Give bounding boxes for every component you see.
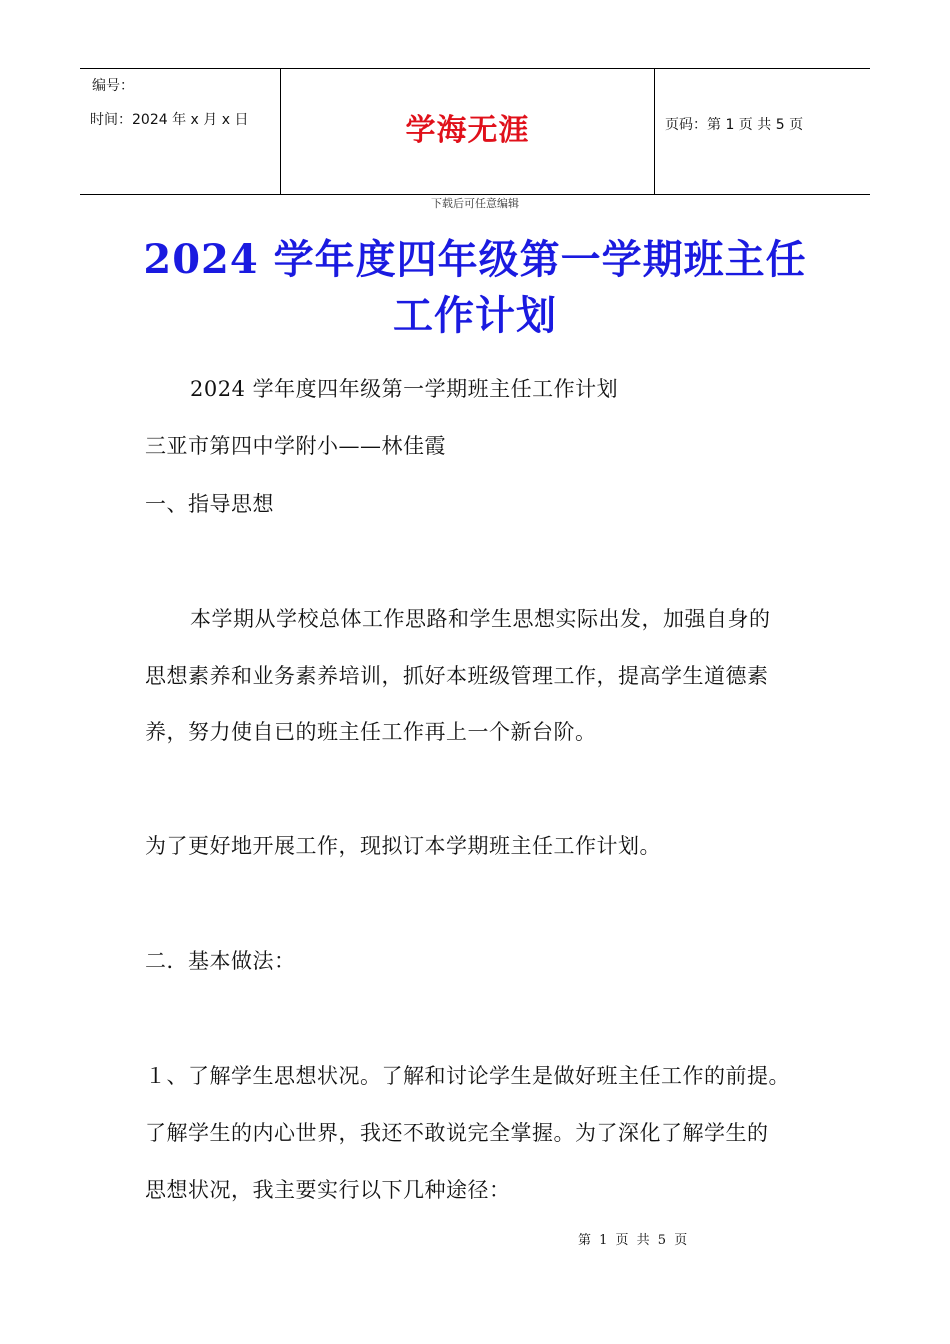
section2-heading: 二．基本做法： xyxy=(145,949,296,973)
item1-line: １、了解学生思想状况。了解和讨论学生是做好班主任工作的前提。 xyxy=(145,1064,790,1088)
item1-line: 了解学生的内心世界，我还不敢说完全掌握。为了深化了解学生的 xyxy=(145,1121,769,1145)
document-subtitle: 2024 学年度四年级第一学期班主任工作计划 xyxy=(190,377,619,401)
document-header xyxy=(80,68,870,195)
page-number-label: 页码：第 1 页 共 5 页 xyxy=(665,117,804,133)
page-title-line1: 2024 学年度四年级第一学期班主任 xyxy=(143,236,807,283)
brand-title: 学海无涯 xyxy=(405,113,530,148)
header-brand-cell xyxy=(281,69,655,194)
section1-paragraph-line: 思想素养和业务素养培训，抓好本班级管理工作，提高学生道德素 xyxy=(145,664,769,688)
section1-paragraph-line: 养，努力使自已的班主任工作再上一个新台阶。 xyxy=(145,720,597,744)
document-number-label: 编号： xyxy=(92,78,134,94)
download-note: 下载后可任意编辑 xyxy=(431,197,519,210)
header-left-cell xyxy=(80,69,281,194)
section1-paragraph2: 为了更好地开展工作，现拟订本学期班主任工作计划。 xyxy=(145,834,661,858)
document-time-label: 时间：2024 年 x 月 x 日 xyxy=(90,112,249,128)
section1-paragraph-line: 本学期从学校总体工作思路和学生思想实际出发，加强自身的 xyxy=(190,607,771,631)
section1-heading: 一、指导思想 xyxy=(145,492,274,516)
page-title-line2: 工作计划 xyxy=(393,292,557,339)
header-right-cell xyxy=(655,69,870,194)
item1-line: 思想状况，我主要实行以下几种途径： xyxy=(145,1178,511,1202)
page-footer: 第 1 页 共 5 页 xyxy=(578,1233,688,1248)
document-author: 三亚市第四中学附小——林佳霞 xyxy=(145,434,446,458)
